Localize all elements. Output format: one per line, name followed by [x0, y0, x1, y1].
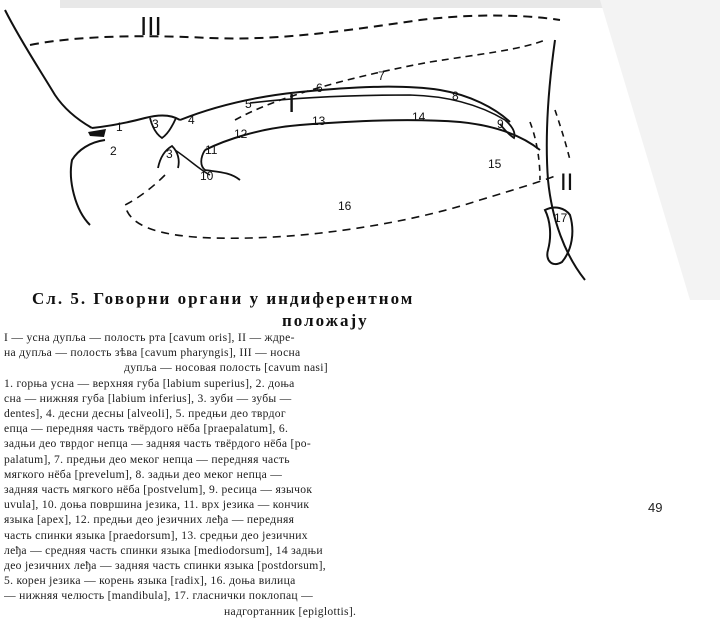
point-label-7: 7: [378, 69, 385, 83]
scan-shadow-right: [600, 0, 720, 300]
figure-caption: [4, 330, 654, 619]
pharynx-dashed: [530, 122, 540, 180]
figure-title: [32, 288, 632, 332]
tongue-dorsum: [205, 120, 540, 150]
caption-line: I — усна дупља — полость рта [cavum oris], II — ждре-: [4, 331, 295, 344]
pharynx-dashed-2: [555, 110, 570, 160]
page-number: 49: [648, 500, 663, 515]
caption-line: часть спинки языка [praedorsum], 13. средњи део језичних: [4, 528, 308, 542]
lower-lip: [71, 140, 105, 225]
caption-line: dentes], 4. десни десны [alveoli], 5. предњи део тврдог: [4, 407, 286, 421]
caption-line: сна — нижняя губа [labium inferius], 3. зуби — зубы —: [4, 391, 292, 405]
nasal-cavity-floor: [235, 40, 545, 120]
caption-line: на дупља — полость зѣва [cavum pharyngis], III — носна: [4, 346, 301, 360]
caption-line: надгортанник [epiglottis].: [224, 604, 357, 618]
caption-line: 5. корен језика — корень языка [radix], 16. доња вилица: [4, 574, 296, 588]
point-label-2: 2: [110, 144, 117, 158]
point-label-13: 13: [312, 114, 326, 128]
point-label-17: 17: [554, 211, 568, 225]
caption-line: языка [apex], 12. предњи део језичних леђа — передняя: [4, 513, 295, 527]
region-label-III: III: [140, 11, 162, 41]
caption-line: део језичних леђа — задняя часть спинки языка [postdorsum],: [4, 559, 326, 573]
point-label-10: 10: [200, 169, 214, 183]
region-label-I: I: [288, 88, 296, 118]
scan-shadow: [60, 0, 680, 8]
point-label-16: 16: [338, 199, 352, 213]
point-label-9: 9: [497, 117, 504, 131]
caption-line: palatum], 7. предњи део меког непца — передняя часть: [4, 452, 290, 466]
face-profile: [5, 10, 92, 128]
caption-line: дупља — носовая полость [cavum nasi]: [124, 361, 328, 375]
lip-contact: [88, 129, 106, 137]
caption-line: uvula], 10. доња површина језика, 11. врх језика — кончик: [4, 498, 310, 512]
point-label-3-upper: 3: [152, 117, 159, 131]
point-label-12: 12: [234, 127, 248, 141]
point-label-15: 15: [488, 157, 502, 171]
nasal-cavity-outline: [30, 16, 560, 46]
region-label-II: II: [560, 169, 574, 196]
figure-title-line-2: положају: [282, 311, 369, 330]
point-label-1: 1: [116, 120, 123, 134]
point-label-8: 8: [452, 89, 459, 103]
point-label-14: 14: [412, 110, 426, 124]
palate: [180, 87, 510, 122]
caption-line: задняя часть мягкого нёба [postvelum], 9. ресица — язычок: [4, 483, 313, 497]
caption-line: леђа — средняя часть спинки языка [mediodorsum], 14 задњи: [4, 543, 323, 557]
point-label-4: 4: [188, 113, 195, 127]
upper-lip: [92, 116, 180, 128]
caption-line: епца — передняя часть твёрдого нёба [praepalatum], 6.: [4, 422, 289, 436]
caption-line: — нижняя челюсть [mandibula], 17. гласнички поклопац —: [4, 589, 314, 603]
point-label-6: 6: [316, 81, 323, 95]
caption-line: 1. горња усна — верхняя губа [labium superius], 2. доња: [4, 376, 295, 390]
caption-line: задњи део тврдог непца — задняя часть твёрдого нёба [po-: [4, 437, 312, 451]
caption-line: мягкого нёба [prevelum], 8. задњи део меког непца —: [4, 467, 283, 481]
point-label-5: 5: [245, 97, 252, 111]
point-label-11: 11: [205, 143, 218, 157]
figure-title-line-1: Сл. 5. Говорни органи у индиферентном: [32, 289, 415, 308]
point-label-3-lower: 3: [166, 147, 173, 161]
pharynx-wall: [547, 40, 585, 280]
